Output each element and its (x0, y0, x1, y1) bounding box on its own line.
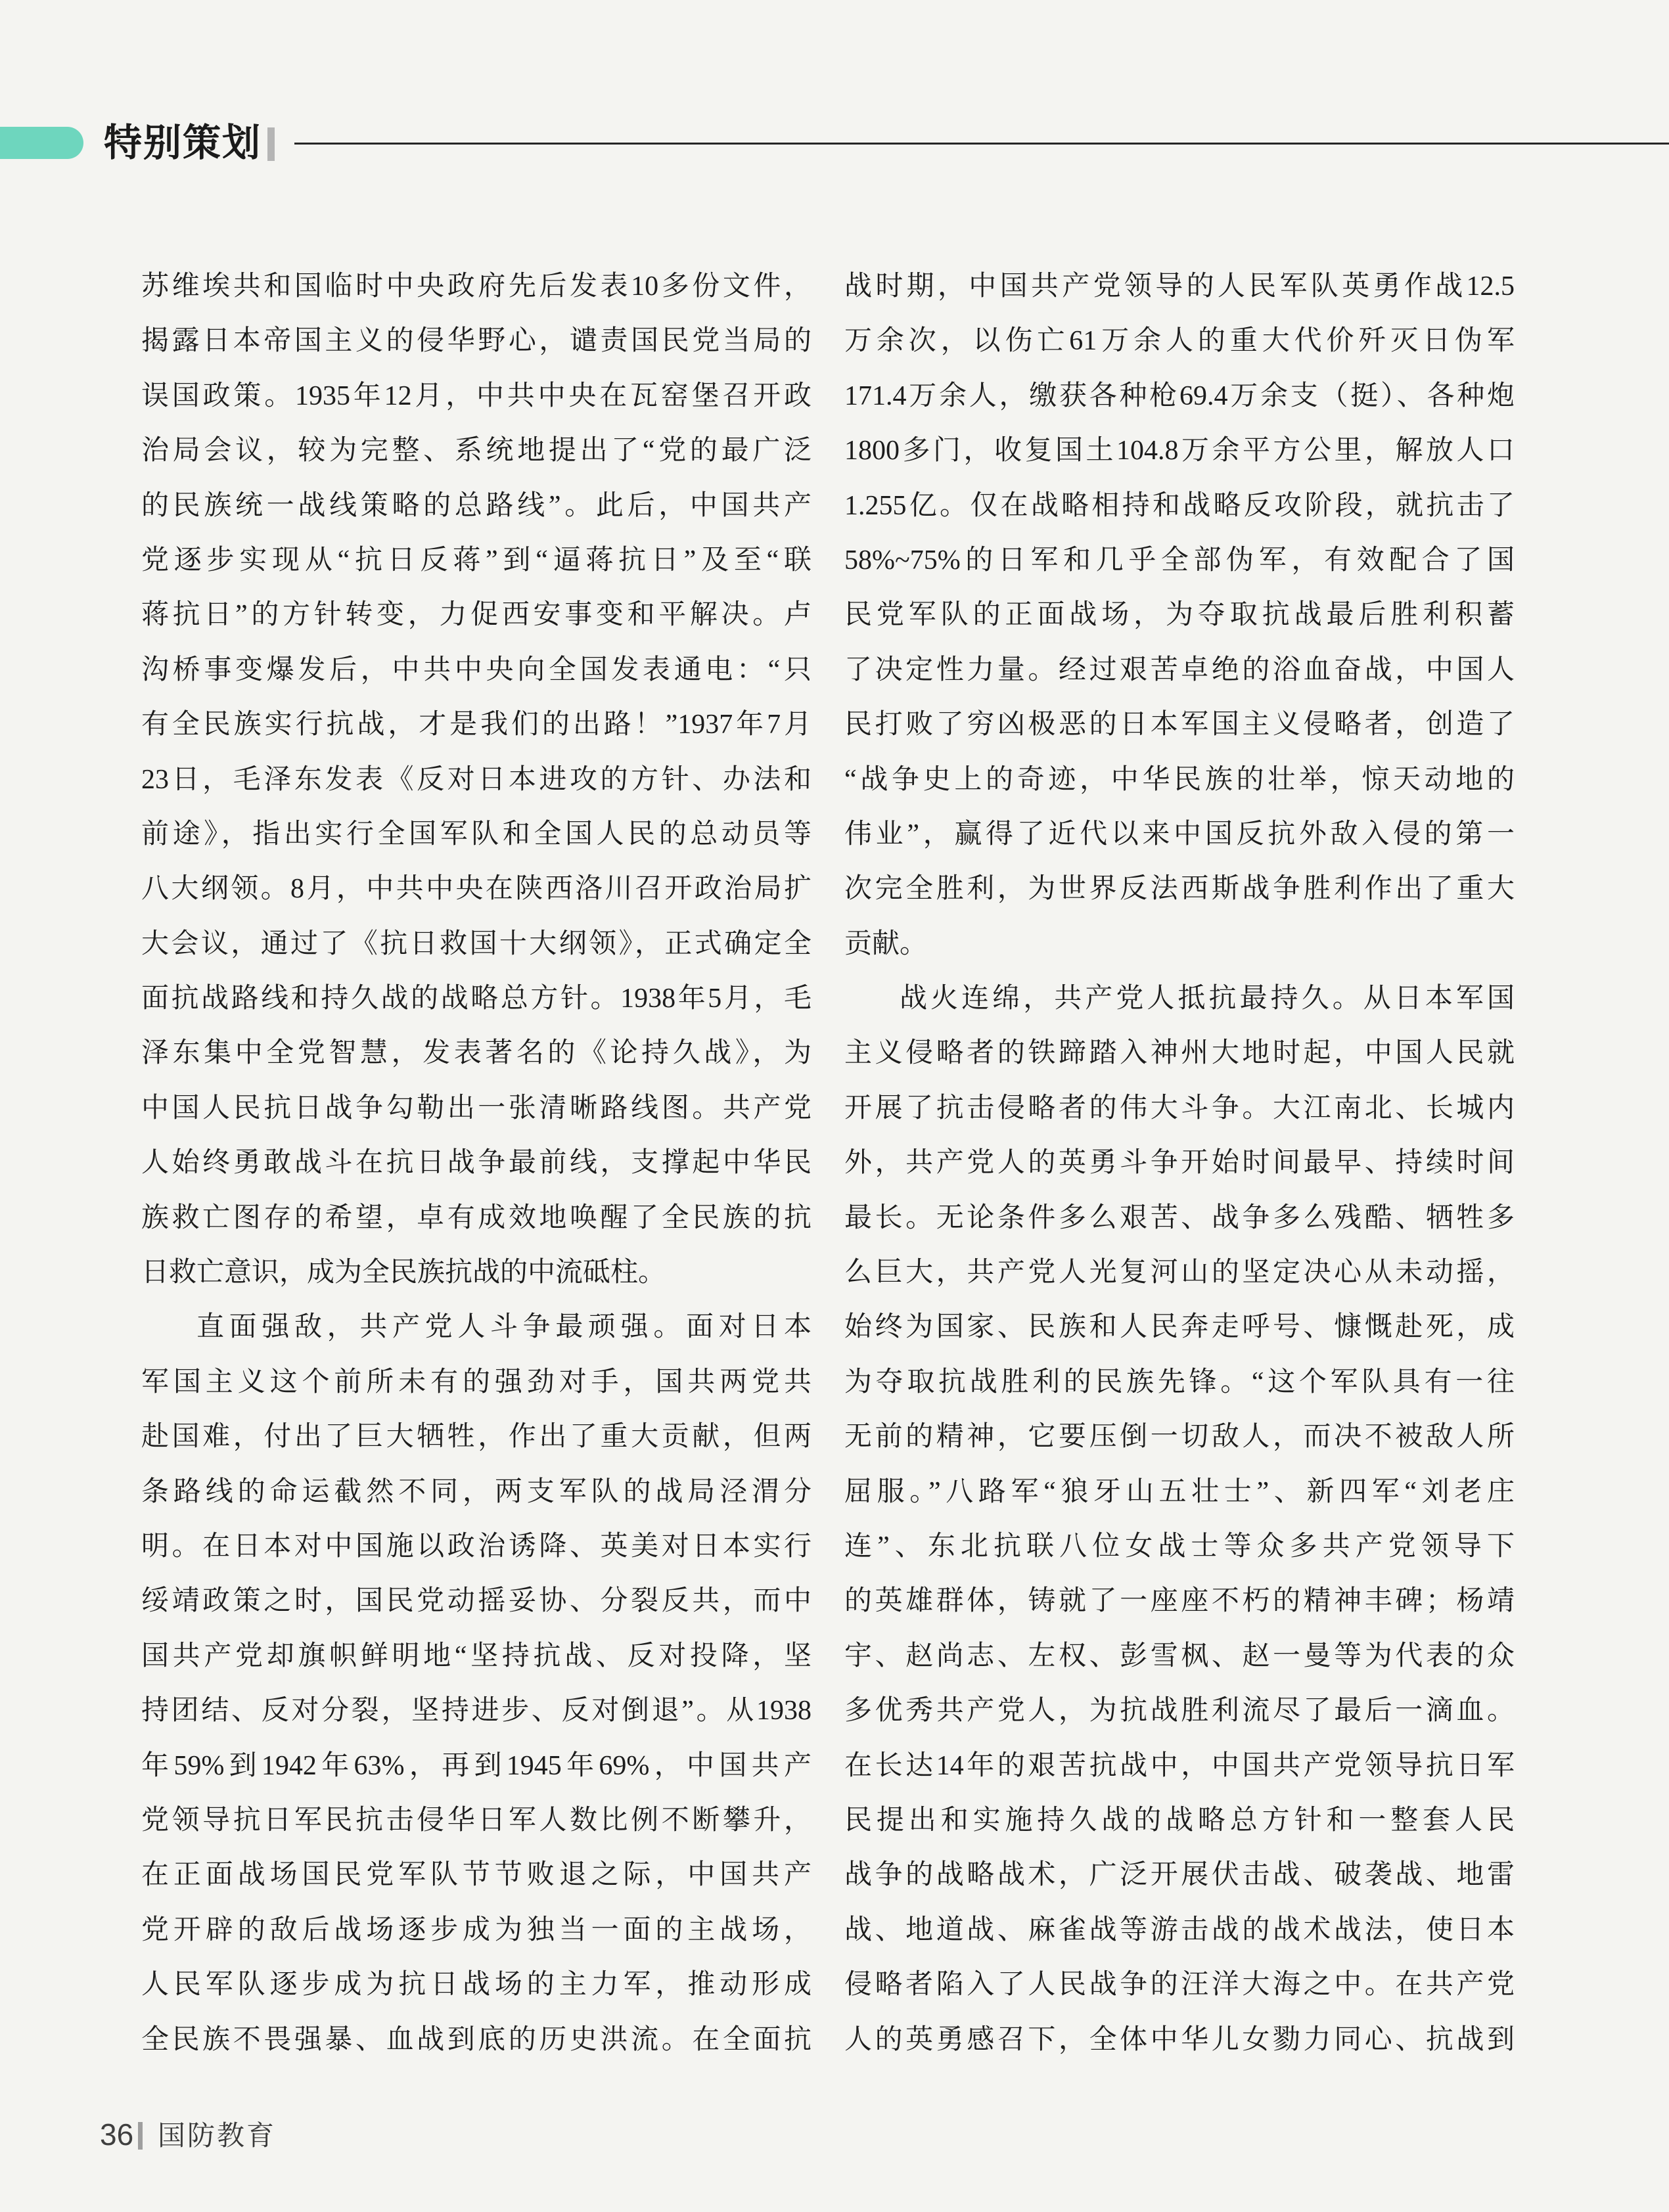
text-line: 屈服。”八路军“狼牙山五壮士”、新四军“刘老庄 (844, 1476, 1515, 1507)
text-line: 连”、东北抗联八位女战士等众多共产党领导下 (844, 1531, 1515, 1562)
text-line: 在正面战场国民党军队节节败退之际，中国共产 (141, 1860, 812, 1891)
right-column (844, 260, 1515, 2067)
text-line: 始终为国家、民族和人民奔走呼号、慷慨赴死，成 (844, 1312, 1515, 1343)
text-line: 宇、赵尚志、左权、彭雪枫、赵一曼等为代表的众 (844, 1640, 1515, 1671)
text-line: 的英雄群体，铸就了一座座不朽的精神丰碑；杨靖 (844, 1586, 1515, 1617)
text-line: 明。在日本对中国施以政治诱降、英美对日本实行 (141, 1531, 812, 1562)
left-column (141, 260, 812, 2067)
text-line: 族救亡图存的希望，卓有成效地唤醒了全民族的抗 (141, 1202, 812, 1233)
text-line: 为夺取抗战胜利的民族先锋。“这个军队具有一往 (844, 1366, 1515, 1397)
text-line: 战争的战略战术，广泛开展伏击战、破袭战、地雷 (844, 1860, 1515, 1891)
text-line: 23日，毛泽东发表《反对日本进攻的方针、办法和 (141, 764, 812, 795)
text-line: 1.255亿。仅在战略相持和战略反攻阶段，就抗击了 (844, 490, 1515, 521)
text-line: 治局会议，较为完整、系统地提出了“党的最广泛 (141, 436, 812, 466)
header-accent-pill (0, 127, 83, 159)
text-line: 大会议，通过了《抗日救国十大纲领》，正式确定全 (141, 928, 812, 959)
text-line: 多优秀共产党人，为抗战胜利流尽了最后一滴血。 (844, 1696, 1515, 1727)
text-line: “战争史上的奇迹，中华民族的壮举，惊天动地的 (844, 764, 1515, 795)
text-line: 持团结、反对分裂，坚持进步、反对倒退”。从1938 (141, 1696, 812, 1727)
text-line: 最长。无论条件多么艰苦、战争多么残酷、牺牲多 (844, 1202, 1515, 1233)
text-line: 蒋抗日”的方针转变，力促西安事变和平解决。卢 (141, 600, 812, 631)
text-line: 党逐步实现从“抗日反蒋”到“逼蒋抗日”及至“联 (141, 545, 812, 576)
header-divider-bar (267, 127, 275, 161)
text-line: 万余次，以伤亡61万余人的重大代价歼灭日伪军 (844, 326, 1515, 357)
section-title: 特别策划 (104, 122, 262, 164)
text-line: 赴国难，付出了巨大牺牲，作出了重大贡献，但两 (141, 1422, 812, 1453)
text-line: 民提出和实施持久战的战略总方针和一整套人民 (844, 1805, 1515, 1836)
text-line: 战、地道战、麻雀战等游击战的战术战法，使日本 (844, 1914, 1515, 1945)
footer-divider-bar (138, 2122, 143, 2150)
text-line: 民党军队的正面战场，为夺取抗战最后胜利积蓄 (844, 600, 1515, 631)
text-line: 58%~75%的日军和几乎全部伪军，有效配合了国 (844, 545, 1515, 576)
text-line: 面抗战路线和持久战的战略总方针。1938年5月，毛 (141, 983, 812, 1014)
text-line: 民打败了穷凶极恶的日本军国主义侵略者，创造了 (844, 710, 1515, 740)
text-line: 党开辟的敌后战场逐步成为独当一面的主战场， (141, 1914, 812, 1945)
text-line: 中国人民抗日战争勾勒出一张清晰路线图。共产党 (141, 1093, 812, 1123)
text-line: 贡献。 (844, 928, 928, 959)
text-line: 人民军队逐步成为抗日战场的主力军，推动形成 (141, 1970, 812, 2000)
magazine-title: 国防教育 (158, 2120, 277, 2151)
text-line: 主义侵略者的铁蹄踏入神州大地时起，中国人民就 (844, 1038, 1515, 1069)
text-line: 条路线的命运截然不同，两支军队的战局泾渭分 (141, 1476, 812, 1507)
text-line: 直面强敌，共产党人斗争最顽强。面对日本 (196, 1312, 812, 1343)
text-line: 侵略者陷入了人民战争的汪洋大海之中。在共产党 (844, 1970, 1515, 2000)
text-line: 171.4万余人，缴获各种枪69.4万余支（挺）、各种炮 (844, 380, 1515, 411)
text-line: 伟业”，赢得了近代以来中国反抗外敌入侵的第一 (844, 819, 1515, 849)
text-line: 外，共产党人的英勇斗争开始时间最早、持续时间 (844, 1148, 1515, 1179)
text-line: 日救亡意识，成为全民族抗战的中流砥柱。 (141, 1257, 666, 1288)
text-line: 苏维埃共和国临时中央政府先后发表10多份文件， (141, 271, 812, 302)
text-line: 年59%到1942年63%，再到1945年69%，中国共产 (141, 1750, 812, 1781)
text-line: 泽东集中全党智慧，发表著名的《论持久战》，为 (141, 1038, 812, 1069)
text-line: 误国政策。1935年12月，中共中央在瓦窑堡召开政 (141, 380, 812, 411)
text-line: 党领导抗日军民抗击侵华日军人数比例不断攀升， (141, 1805, 812, 1836)
text-line: 了决定性力量。经过艰苦卓绝的浴血奋战，中国人 (844, 654, 1515, 685)
text-line: 开展了抗击侵略者的伟大斗争。大江南北、长城内 (844, 1093, 1515, 1123)
text-line: 前途》，指出实行全国军队和全国人民的总动员等 (141, 819, 812, 849)
text-line: 绥靖政策之时，国民党动摇妥协、分裂反共，而中 (141, 1586, 812, 1617)
text-line: 八大纲领。8月，中共中央在陕西洛川召开政治局扩 (141, 874, 812, 905)
header-rule (294, 143, 1669, 145)
text-line: 战火连绵，共产党人抵抗最持久。从日本军国 (900, 983, 1515, 1014)
text-line: 人始终勇敢战斗在抗日战争最前线，支撑起中华民 (141, 1148, 812, 1179)
text-line: 次完全胜利，为世界反法西斯战争胜利作出了重大 (844, 874, 1515, 905)
text-line: 无前的精神，它要压倒一切敌人，而决不被敌人所 (844, 1422, 1515, 1453)
text-line: 揭露日本帝国主义的侵华野心，谴责国民党当局的 (141, 326, 812, 357)
text-line: 军国主义这个前所未有的强劲对手，国共两党共 (141, 1366, 812, 1397)
text-line: 有全民族实行抗战，才是我们的出路！”1937年7月 (141, 710, 812, 740)
text-line: 在长达14年的艰苦抗战中，中国共产党领导抗日军 (844, 1750, 1515, 1781)
text-line: 战时期，中国共产党领导的人民军队英勇作战12.5 (844, 271, 1515, 302)
text-line: 沟桥事变爆发后，中共中央向全国发表通电：“只 (141, 654, 812, 685)
text-line: 么巨大，共产党人光复河山的坚定决心从未动摇， (844, 1257, 1515, 1288)
text-line: 国共产党却旗帜鲜明地“坚持抗战、反对投降，坚 (141, 1640, 812, 1671)
text-line: 1800多门，收复国土104.8万余平方公里，解放人口 (844, 436, 1515, 466)
page-number: 36 (100, 2117, 134, 2152)
text-line: 全民族不畏强暴、血战到底的历史洪流。在全面抗 (141, 2024, 812, 2055)
text-line: 的民族统一战线策略的总路线”。此后，中国共产 (141, 490, 812, 521)
text-line: 人的英勇感召下，全体中华儿女勠力同心、抗战到 (844, 2024, 1515, 2055)
